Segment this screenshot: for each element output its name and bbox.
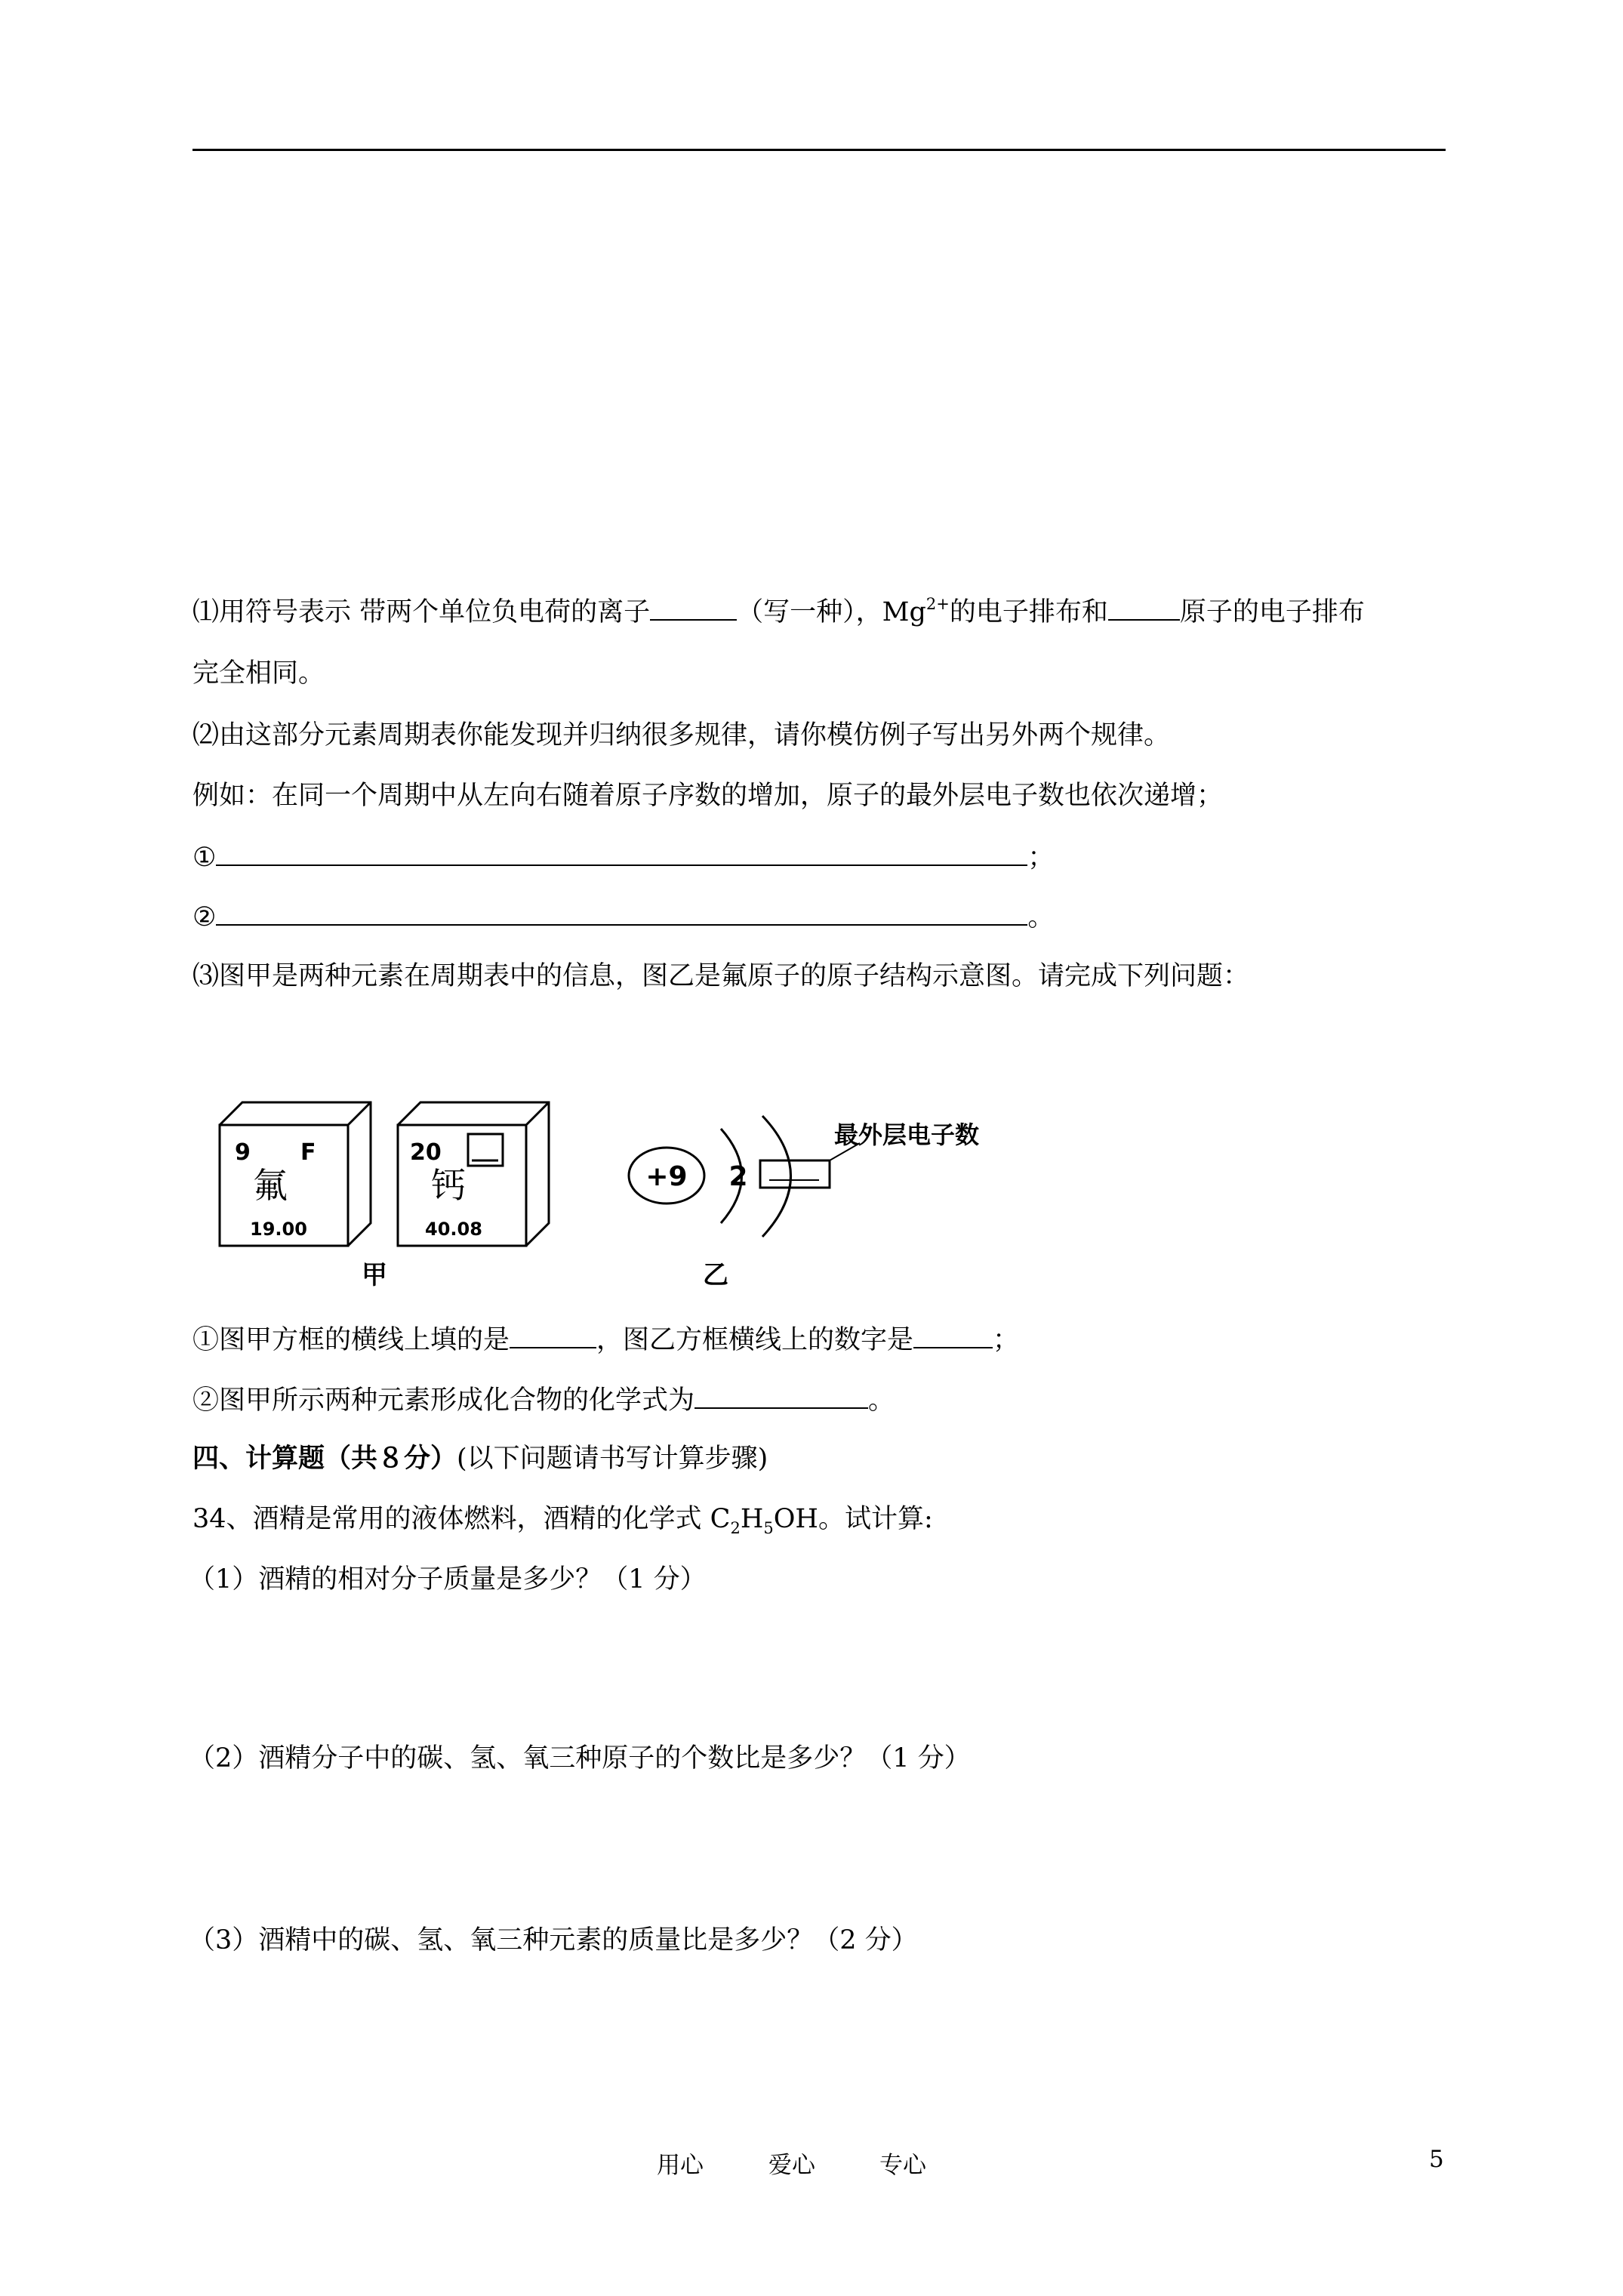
- calcium-mass: 40.08: [425, 1219, 482, 1240]
- electron-shell-2: [762, 1116, 791, 1237]
- q33-part1-text-c: 的电子排布和: [949, 597, 1108, 627]
- atom-answer-blank[interactable]: [1108, 593, 1180, 621]
- q33-part1-text-b: （写一种），: [737, 597, 882, 627]
- nucleus-charge: +9: [645, 1161, 688, 1192]
- q33-sub2: [192, 1382, 895, 1418]
- footer-right: 专心: [879, 2152, 926, 2179]
- calcium-name: 钙: [431, 1165, 466, 1206]
- sub1-text-a: ①图甲方框的横线上填的是: [192, 1325, 510, 1355]
- rule1-end: ；: [1027, 843, 1055, 873]
- callout-label: 最外层电子数: [834, 1120, 980, 1149]
- page-number: 5: [1429, 2146, 1444, 2173]
- fluorine-symbol: F: [300, 1139, 316, 1166]
- q34-sub-h: 5: [763, 1519, 774, 1537]
- q33-sub1: [192, 1321, 1019, 1358]
- q33-part1-text-d: 原子的电子排布: [1179, 597, 1365, 627]
- q34-sub-c: 2: [730, 1519, 741, 1537]
- label-jia: 甲: [362, 1260, 387, 1290]
- fluorine-mass: 19.00: [250, 1219, 307, 1240]
- sub2-text-a: ②图甲所示两种元素形成化合物的化学式为: [192, 1385, 695, 1416]
- footer-left: 用心: [657, 2152, 704, 2179]
- q34-stem: [192, 1502, 933, 1539]
- q33-part2: ⑵由这部分元素周期表你能发现并归纳很多规律，请你模仿例子写出另外两个规律。: [192, 720, 1171, 750]
- fluorine-number: 9: [235, 1139, 251, 1166]
- q34-stem-a: 34、酒精是常用的液体燃料，酒精的化学式 C: [192, 1504, 731, 1534]
- rule2-blank[interactable]: [216, 898, 1027, 926]
- rule2-marker: ②: [192, 902, 217, 932]
- formula-blank[interactable]: [694, 1382, 868, 1409]
- q34-part3: （3）酒精中的碳、氢、氧三种元素的质量比是多少？（2 分）: [189, 1925, 918, 1955]
- outer-electron-box: [760, 1160, 830, 1188]
- q33-part3: ⑶图甲是两种元素在周期表中的信息，图乙是氟原子的原子结构示意图。请完成下列问题：: [192, 961, 1250, 991]
- rule1-marker: ①: [192, 843, 217, 873]
- q33-example: 例如：在同一个周期中从左向右随着原子序数的增加，原子的最外层电子数也依次递增；: [192, 781, 1224, 811]
- rule1-blank[interactable]: [216, 839, 1027, 866]
- q34-part1: （1）酒精的相对分子质量是多少？（1 分）: [189, 1564, 707, 1595]
- fluorine-name: 氟: [253, 1165, 288, 1206]
- header-rule: [192, 149, 1446, 151]
- label-yi: 乙: [703, 1260, 728, 1290]
- ion-answer-blank[interactable]: [650, 593, 737, 621]
- section4-instruction: (以下问题请书写计算步骤): [457, 1444, 768, 1474]
- calcium-number: 20: [410, 1139, 442, 1166]
- q34-stem-h: H: [740, 1504, 764, 1534]
- sub1-blank-2[interactable]: [913, 1321, 993, 1348]
- sub2-text-b: 。: [868, 1385, 895, 1416]
- q33-part1-line2: 完全相同。: [192, 658, 325, 689]
- sub1-text-b: ，图乙方框横线上的数字是: [596, 1325, 914, 1355]
- q33-part1-text: ⑴用符号表示 带两个单位负电荷的离子: [192, 597, 651, 627]
- section4-heading: [192, 1441, 768, 1476]
- inner-shell-electrons: 2: [728, 1161, 748, 1192]
- q34-stem-b: OH。试计算:: [773, 1504, 933, 1534]
- sub1-text-c: ；: [993, 1325, 1020, 1355]
- element-figure: [192, 1065, 1083, 1291]
- mg-symbol: Mg: [882, 597, 926, 627]
- section4-title: 四、计算题（共８分）: [192, 1444, 457, 1474]
- footer-middle: 爱心: [768, 2152, 815, 2179]
- mg-charge: 2+: [925, 595, 950, 613]
- sub1-blank-1[interactable]: [510, 1321, 596, 1348]
- q33-part1-line1: [192, 593, 1365, 633]
- q34-part2: （2）酒精分子中的碳、氢、氧三种原子的个数比是多少？（1 分）: [189, 1743, 971, 1774]
- rule2-end: 。: [1027, 902, 1055, 932]
- rule2-line: [192, 898, 1054, 935]
- rule1-line: [192, 839, 1054, 875]
